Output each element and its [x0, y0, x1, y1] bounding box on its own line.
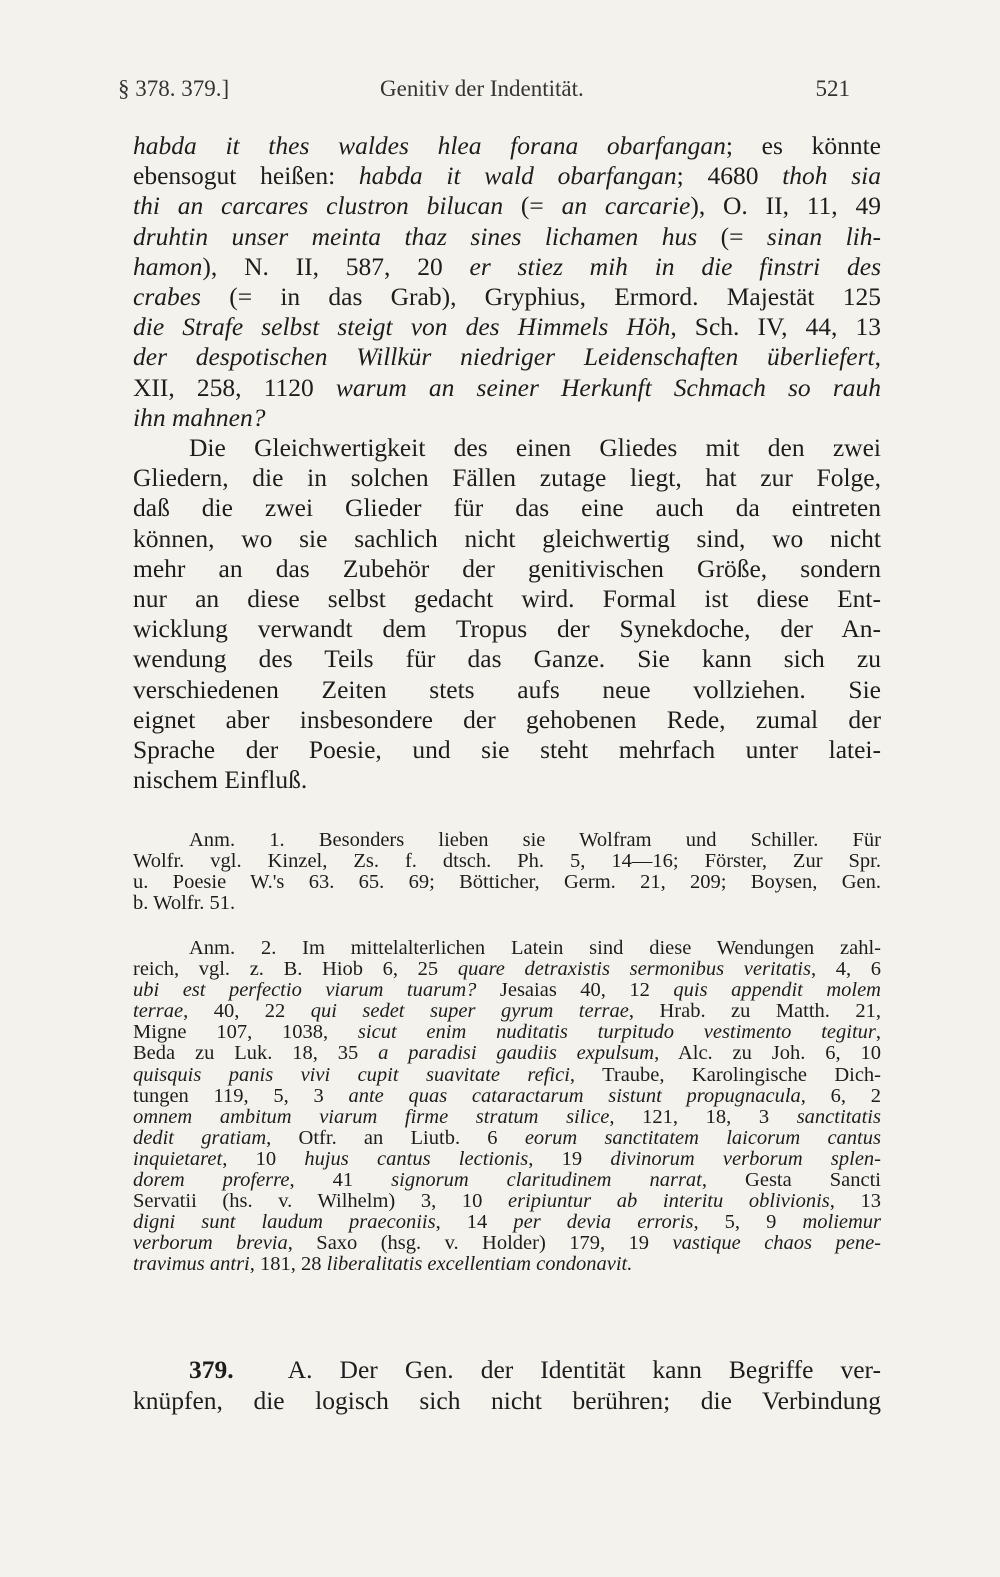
note-line: digni sunt laudum praeconiis, 14 per devia erroris, 5, 9 moliemur [133, 1211, 882, 1234]
note-line: inquietaret, 10 hujus cantus lectionis, 19 divinorum verborum splen- [133, 1147, 881, 1170]
text-line: können, wo sie sachlich nicht gleichwertig sind, wo nicht [133, 523, 881, 553]
text-line: knüpfen, die logisch sich nicht berühren; die Verbindung [133, 1386, 881, 1415]
text-line: hamon), N. II, 587, 20 er stiez mih in die finstri des [133, 251, 881, 281]
page-number: 521 [815, 76, 850, 101]
text-line: ihn mahnen? [133, 402, 266, 432]
text-line: wendung des Teils für das Ganze. Sie kann sich zu [133, 644, 881, 674]
note-line: b. Wolfr. 51. [133, 892, 236, 915]
running-header [118, 76, 850, 112]
text-line: ebensogut heißen: habda it wald obarfangan; 4680 thoh sia [133, 161, 882, 191]
main-paragraph [133, 131, 881, 795]
note-line: Anm. 1. Besonders lieben sie Wolfram und Schiller. Für [189, 829, 881, 851]
text-line: Sprache der Poesie, und sie steht mehrfach unter latei- [133, 735, 881, 765]
section-number: 379. [189, 1355, 234, 1384]
text-line: thi an carcares clustron bilucan (= an carcarie), O. II, 11, 49 [133, 191, 881, 221]
note-anm-2 [133, 938, 881, 1276]
header-title: Genitiv der Indentität. [380, 76, 584, 101]
text-line: Gliedern, die in solchen Fällen zutage liegt, hat zur Folge, [133, 463, 881, 493]
note-line: reich, vgl. z. B. Hiob 6, 25 quare detraxistis sermonibus veritatis, 4, 6 [133, 958, 882, 981]
text-line: Die Gleichwertigkeit des einen Gliedes mit den zwei [189, 433, 881, 463]
text-line: daß die zwei Glieder für das eine auch da eintreten [133, 493, 881, 523]
text-line: die Strafe selbst steigt von des Himmels Höh, Sch. IV, 44, 13 [133, 312, 882, 342]
note-line: ubi est perfectio viarum tuarum? Jesaias 40, 12 quis appendit molem [133, 979, 881, 1002]
note-line: u. Poesie W.'s 63. 65. 69; Bötticher, Germ. 21, 209; Boysen, Gen. [133, 871, 881, 894]
text-line: habda it thes waldes hlea forana obarfangan; es könnte [133, 131, 881, 160]
text-line [133, 1354, 881, 1385]
text-line: druhtin unser meinta thaz sines lichamen hus (= sinan lih- [133, 221, 881, 251]
text-line: verschiedenen Zeiten stets aufs neue vollziehen. Sie [133, 674, 881, 704]
note-line: dedit gratiam, Otfr. an Liutb. 6 eorum sanctitatem laicorum cantus [133, 1126, 881, 1149]
text-line: eignet aber insbesondere der gehobenen Rede, zumal der [133, 704, 881, 734]
note-anm-1 [133, 830, 881, 914]
text-line: crabes (= in das Grab), Gryphius, Ermord. Majestät 125 [133, 282, 881, 312]
note-line: Beda zu Luk. 18, 35 a paradisi gaudiis expulsum, Alc. zu Joh. 6, 10 [133, 1042, 881, 1065]
text-line: nischem Einfluß. [133, 765, 308, 795]
note-line: tungen 119, 5, 3 ante quas cataractarum sistunt propugnacula, 6, 2 [133, 1084, 881, 1107]
text-line: nur an diese selbst gedacht wird. Formal ist diese Ent- [133, 584, 881, 614]
header-section-ref: § 378. 379.] [118, 76, 230, 101]
text-line: XII, 258, 1120 warum an seiner Herkunft Schmach so rauh [133, 372, 882, 402]
text-line: wicklung verwandt dem Tropus der Synekdoche, der An- [133, 614, 881, 644]
note-line: terrae, 40, 22 qui sedet super gyrum terrae, Hrab. zu Matth. 21, [133, 1000, 881, 1023]
note-line: verborum brevia, Saxo (hsg. v. Holder) 179, 19 vastique chaos pene- [133, 1232, 881, 1255]
section-text: A. Der Gen. der Identität kann Begriffe ver- [287, 1355, 882, 1384]
note-line: Wolfr. vgl. Kinzel, Zs. f. dtsch. Ph. 5, 14—16; Förster, Zur Spr. [133, 850, 881, 873]
note-line: Servatii (hs. v. Wilhelm) 3, 10 eripiuntur ab interitu oblivionis, 13 [133, 1190, 882, 1213]
note-line: quisquis panis vivi cupit suavitate refici, Traube, Karolingische Dich- [133, 1063, 881, 1086]
note-line: Migne 107, 1038, sicut enim nuditatis turpitudo vestimento tegitur, [133, 1021, 881, 1044]
text-line: mehr an das Zubehör der genitivischen Größe, sondern [133, 553, 881, 583]
text-line: der despotischen Willkür niedriger Leidenschaften überliefert, [133, 342, 881, 372]
note-line: Anm. 2. Im mittelalterlichen Latein sind diese Wendungen zahl- [189, 937, 881, 959]
note-line: dorem proferre, 41 signorum claritudinem narrat, Gesta Sancti [133, 1169, 881, 1192]
note-line: omnem ambitum viarum firme stratum silice, 121, 18, 3 sanctitatis [133, 1105, 881, 1128]
note-line: travimus antri, 181, 28 liberalitatis excellentiam condonavit. [133, 1253, 633, 1276]
section-379 [133, 1354, 881, 1416]
